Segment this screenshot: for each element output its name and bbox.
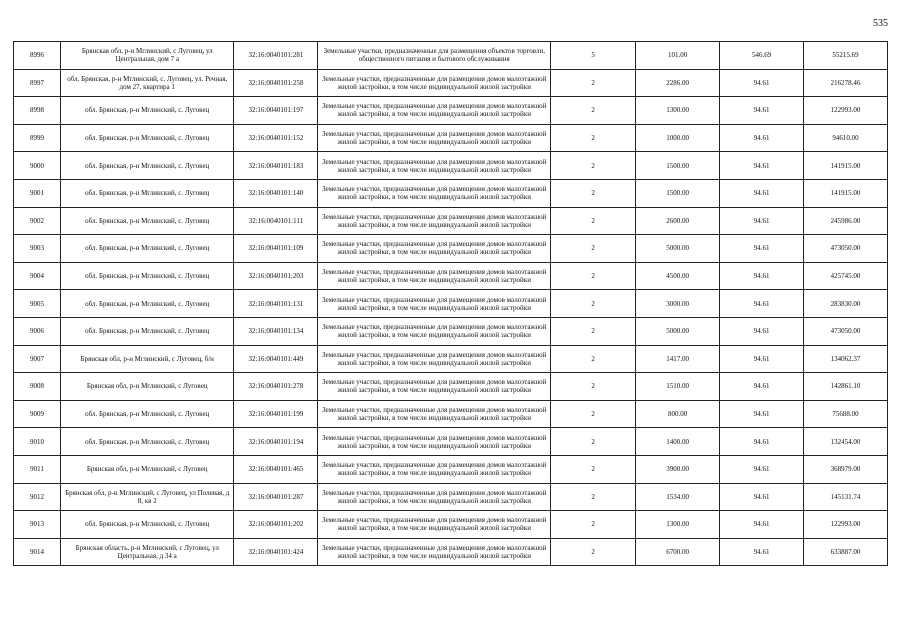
land-use-cell: Земельные участки, предназначенные для размещения домов малоэтажной жилой застройки, в том числе индивидуальной жилой застройки bbox=[318, 317, 551, 345]
specific-value-cell: 94.61 bbox=[720, 511, 804, 539]
table-row bbox=[14, 262, 888, 290]
address-cell: Брянская область, р-н Мглинский, с Луговец, ул Центральная, д 34 а bbox=[61, 538, 234, 566]
cadastral-number-cell: 32:16:0040101:194 bbox=[234, 428, 318, 456]
cadastral-value-cell: 75688.00 bbox=[804, 400, 888, 428]
address-cell: обл. Брянская, р-н Мглинский, с. Луговец bbox=[61, 428, 234, 456]
specific-value-cell: 94.61 bbox=[720, 207, 804, 235]
land-use-cell: Земельные участки, предназначенные для размещения домов малоэтажной жилой застройки, в том числе индивидуальной жилой застройки bbox=[318, 235, 551, 263]
land-use-cell: Земельные участки, предназначенные для размещения объектов торговли, общественного питания и бытового обслуживания bbox=[318, 42, 551, 70]
cadastral-value-cell: 122993.00 bbox=[804, 97, 888, 125]
specific-value-cell: 94.61 bbox=[720, 428, 804, 456]
category-cell: 2 bbox=[551, 152, 636, 180]
area-cell: 1400.00 bbox=[636, 428, 720, 456]
cadastral-value-cell: 473050.00 bbox=[804, 317, 888, 345]
cadastral-value-cell: 283830.00 bbox=[804, 290, 888, 318]
land-use-cell: Земельные участки, предназначенные для размещения домов малоэтажной жилой застройки, в том числе индивидуальной жилой застройки bbox=[318, 290, 551, 318]
category-cell: 2 bbox=[551, 400, 636, 428]
address-cell: обл. Брянская, р-н Мглинский, с. Луговец bbox=[61, 152, 234, 180]
area-cell: 1300.00 bbox=[636, 511, 720, 539]
land-use-cell: Земельные участки, предназначенные для размещения домов малоэтажной жилой застройки, в том числе индивидуальной жилой застройки bbox=[318, 179, 551, 207]
address-cell: Брянская обл, р-н Мглинский, с Луговец bbox=[61, 373, 234, 401]
land-use-cell: Земельные участки, предназначенные для размещения домов малоэтажной жилой застройки, в том числе индивидуальной жилой застройки bbox=[318, 345, 551, 373]
table-row bbox=[14, 207, 888, 235]
cadastral-number-cell: 32:16:0040101:278 bbox=[234, 373, 318, 401]
land-use-cell: Земельные участки, предназначенные для размещения домов малоэтажной жилой застройки, в том числе индивидуальной жилой застройки bbox=[318, 511, 551, 539]
page-number: 535 bbox=[873, 18, 888, 29]
cadastral-value-cell: 368979.00 bbox=[804, 455, 888, 483]
row-number: 9014 bbox=[14, 538, 61, 566]
category-cell: 5 bbox=[551, 42, 636, 70]
category-cell: 2 bbox=[551, 290, 636, 318]
table-row bbox=[14, 152, 888, 180]
row-number: 8998 bbox=[14, 97, 61, 125]
cadastral-value-cell: 55215.69 bbox=[804, 42, 888, 70]
cadastral-value-cell: 216278.46 bbox=[804, 69, 888, 97]
specific-value-cell: 94.61 bbox=[720, 317, 804, 345]
cadastral-value-cell: 122993.00 bbox=[804, 511, 888, 539]
cadastral-number-cell: 32:16:0040101:281 bbox=[234, 42, 318, 70]
cadastral-number-cell: 32:16:0040101:287 bbox=[234, 483, 318, 511]
specific-value-cell: 94.61 bbox=[720, 400, 804, 428]
table-row bbox=[14, 235, 888, 263]
specific-value-cell: 94.61 bbox=[720, 235, 804, 263]
address-cell: обл. Брянская, р-н Мглинский, с. Луговец, ул. Речная, дом 27, квартира 1 bbox=[61, 69, 234, 97]
row-number: 9008 bbox=[14, 373, 61, 401]
table-row bbox=[14, 538, 888, 566]
specific-value-cell: 94.61 bbox=[720, 345, 804, 373]
address-cell: обл. Брянская, р-н Мглинский, с. Луговец bbox=[61, 179, 234, 207]
cadastral-value-cell: 145131.74 bbox=[804, 483, 888, 511]
cadastral-number-cell: 32:16:0040101:109 bbox=[234, 235, 318, 263]
row-number: 9005 bbox=[14, 290, 61, 318]
table-row bbox=[14, 97, 888, 125]
area-cell: 6700.00 bbox=[636, 538, 720, 566]
category-cell: 2 bbox=[551, 69, 636, 97]
specific-value-cell: 94.61 bbox=[720, 69, 804, 97]
table-row bbox=[14, 428, 888, 456]
area-cell: 1510.00 bbox=[636, 373, 720, 401]
address-cell: обл. Брянская, р-н Мглинский, с. Луговец bbox=[61, 400, 234, 428]
table-row bbox=[14, 179, 888, 207]
cadastral-number-cell: 32:16:0040101:202 bbox=[234, 511, 318, 539]
category-cell: 2 bbox=[551, 483, 636, 511]
area-cell: 4500.00 bbox=[636, 262, 720, 290]
address-cell: Брянская обл, р-н Мглинский, с Луговец, ул Центральная, дом 7 а bbox=[61, 42, 234, 70]
row-number: 8996 bbox=[14, 42, 61, 70]
area-cell: 1500.00 bbox=[636, 152, 720, 180]
land-use-cell: Земельные участки, предназначенные для размещения домов малоэтажной жилой застройки, в том числе индивидуальной жилой застройки bbox=[318, 538, 551, 566]
row-number: 9000 bbox=[14, 152, 61, 180]
table-row bbox=[14, 124, 888, 152]
cadastral-value-cell: 633887.00 bbox=[804, 538, 888, 566]
land-use-cell: Земельные участки, предназначенные для размещения домов малоэтажной жилой застройки, в том числе индивидуальной жилой застройки bbox=[318, 428, 551, 456]
address-cell: обл. Брянская, р-н Мглинский, с. Луговец bbox=[61, 124, 234, 152]
address-cell: Брянская обл, р-н Мглинский, с Луговец, ул Полевая, д 8, кв 2 bbox=[61, 483, 234, 511]
category-cell: 2 bbox=[551, 538, 636, 566]
category-cell: 2 bbox=[551, 373, 636, 401]
cadastral-value-cell: 245986.00 bbox=[804, 207, 888, 235]
category-cell: 2 bbox=[551, 97, 636, 125]
row-number: 8997 bbox=[14, 69, 61, 97]
specific-value-cell: 94.61 bbox=[720, 97, 804, 125]
area-cell: 101.00 bbox=[636, 42, 720, 70]
area-cell: 1300.00 bbox=[636, 97, 720, 125]
area-cell: 2286.00 bbox=[636, 69, 720, 97]
cadastral-number-cell: 32:16:0040101:465 bbox=[234, 455, 318, 483]
row-number: 8999 bbox=[14, 124, 61, 152]
cadastral-number-cell: 32:16:0040101:203 bbox=[234, 262, 318, 290]
address-cell: Брянская обл, р-н Мглинский, с Луговец, б/н bbox=[61, 345, 234, 373]
table-row bbox=[14, 69, 888, 97]
address-cell: Брянская обл, р-н Мглинский, с Луговец bbox=[61, 455, 234, 483]
table-row bbox=[14, 317, 888, 345]
cadastral-value-cell: 134062.37 bbox=[804, 345, 888, 373]
specific-value-cell: 94.61 bbox=[720, 483, 804, 511]
area-cell: 2600.00 bbox=[636, 207, 720, 235]
land-use-cell: Земельные участки, предназначенные для размещения домов малоэтажной жилой застройки, в том числе индивидуальной жилой застройки bbox=[318, 400, 551, 428]
cadastral-number-cell: 32:16:0040101:258 bbox=[234, 69, 318, 97]
address-cell: обл. Брянская, р-н Мглинский, с. Луговец bbox=[61, 207, 234, 235]
area-cell: 1000.00 bbox=[636, 124, 720, 152]
category-cell: 2 bbox=[551, 511, 636, 539]
cadastral-value-cell: 141915.00 bbox=[804, 152, 888, 180]
land-use-cell: Земельные участки, предназначенные для размещения домов малоэтажной жилой застройки, в том числе индивидуальной жилой застройки bbox=[318, 124, 551, 152]
area-cell: 1534.00 bbox=[636, 483, 720, 511]
area-cell: 1500.00 bbox=[636, 179, 720, 207]
cadastral-number-cell: 32:16:0040101:183 bbox=[234, 152, 318, 180]
category-cell: 2 bbox=[551, 207, 636, 235]
address-cell: обл. Брянская, р-н Мглинский, с. Луговец bbox=[61, 97, 234, 125]
cadastral-value-cell: 132454.00 bbox=[804, 428, 888, 456]
category-cell: 2 bbox=[551, 455, 636, 483]
category-cell: 2 bbox=[551, 428, 636, 456]
row-number: 9002 bbox=[14, 207, 61, 235]
cadastral-number-cell: 32:16:0040101:197 bbox=[234, 97, 318, 125]
table-row bbox=[14, 290, 888, 318]
specific-value-cell: 546.69 bbox=[720, 42, 804, 70]
land-use-cell: Земельные участки, предназначенные для размещения домов малоэтажной жилой застройки, в том числе индивидуальной жилой застройки bbox=[318, 483, 551, 511]
registry-table-body bbox=[14, 42, 888, 566]
table-row bbox=[14, 42, 888, 70]
land-use-cell: Земельные участки, предназначенные для размещения домов малоэтажной жилой застройки, в том числе индивидуальной жилой застройки bbox=[318, 373, 551, 401]
address-cell: обл. Брянская, р-н Мглинский, с. Луговец bbox=[61, 317, 234, 345]
cadastral-number-cell: 32:16:0040101:140 bbox=[234, 179, 318, 207]
land-registry-table bbox=[13, 41, 888, 566]
cadastral-value-cell: 473050.00 bbox=[804, 235, 888, 263]
row-number: 9013 bbox=[14, 511, 61, 539]
table-row bbox=[14, 511, 888, 539]
row-number: 9006 bbox=[14, 317, 61, 345]
category-cell: 2 bbox=[551, 317, 636, 345]
category-cell: 2 bbox=[551, 235, 636, 263]
land-use-cell: Земельные участки, предназначенные для размещения домов малоэтажной жилой застройки, в том числе индивидуальной жилой застройки bbox=[318, 152, 551, 180]
area-cell: 5000.00 bbox=[636, 317, 720, 345]
specific-value-cell: 94.61 bbox=[720, 373, 804, 401]
cadastral-number-cell: 32:16:0040101:199 bbox=[234, 400, 318, 428]
row-number: 9010 bbox=[14, 428, 61, 456]
cadastral-number-cell: 32:16:0040101:449 bbox=[234, 345, 318, 373]
cadastral-number-cell: 32:16:0040101:111 bbox=[234, 207, 318, 235]
specific-value-cell: 94.61 bbox=[720, 262, 804, 290]
cadastral-value-cell: 94610.00 bbox=[804, 124, 888, 152]
land-use-cell: Земельные участки, предназначенные для размещения домов малоэтажной жилой застройки, в том числе индивидуальной жилой застройки bbox=[318, 455, 551, 483]
row-number: 9009 bbox=[14, 400, 61, 428]
row-number: 9001 bbox=[14, 179, 61, 207]
area-cell: 5000.00 bbox=[636, 235, 720, 263]
area-cell: 1417.00 bbox=[636, 345, 720, 373]
cadastral-number-cell: 32:16:0040101:131 bbox=[234, 290, 318, 318]
row-number: 9003 bbox=[14, 235, 61, 263]
table-row bbox=[14, 345, 888, 373]
specific-value-cell: 94.61 bbox=[720, 152, 804, 180]
specific-value-cell: 94.61 bbox=[720, 538, 804, 566]
address-cell: обл. Брянская, р-н Мглинский, с. Луговец bbox=[61, 511, 234, 539]
table-row bbox=[14, 455, 888, 483]
category-cell: 2 bbox=[551, 345, 636, 373]
area-cell: 3000.00 bbox=[636, 290, 720, 318]
address-cell: обл. Брянская, р-н Мглинский, с. Луговец bbox=[61, 235, 234, 263]
table-row bbox=[14, 373, 888, 401]
row-number: 9012 bbox=[14, 483, 61, 511]
row-number: 9011 bbox=[14, 455, 61, 483]
specific-value-cell: 94.61 bbox=[720, 290, 804, 318]
cadastral-number-cell: 32:16:0040101:424 bbox=[234, 538, 318, 566]
category-cell: 2 bbox=[551, 179, 636, 207]
table-row bbox=[14, 483, 888, 511]
land-use-cell: Земельные участки, предназначенные для размещения домов малоэтажной жилой застройки, в том числе индивидуальной жилой застройки bbox=[318, 97, 551, 125]
cadastral-value-cell: 142861.10 bbox=[804, 373, 888, 401]
land-use-cell: Земельные участки, предназначенные для размещения домов малоэтажной жилой застройки, в том числе индивидуальной жилой застройки bbox=[318, 207, 551, 235]
cadastral-value-cell: 141915.00 bbox=[804, 179, 888, 207]
address-cell: обл. Брянская, р-н Мглинский, с. Луговец bbox=[61, 262, 234, 290]
land-use-cell: Земельные участки, предназначенные для размещения домов малоэтажной жилой застройки, в том числе индивидуальной жилой застройки bbox=[318, 262, 551, 290]
row-number: 9007 bbox=[14, 345, 61, 373]
row-number: 9004 bbox=[14, 262, 61, 290]
area-cell: 3900.00 bbox=[636, 455, 720, 483]
area-cell: 800.00 bbox=[636, 400, 720, 428]
specific-value-cell: 94.61 bbox=[720, 455, 804, 483]
cadastral-value-cell: 425745.00 bbox=[804, 262, 888, 290]
category-cell: 2 bbox=[551, 262, 636, 290]
specific-value-cell: 94.61 bbox=[720, 124, 804, 152]
category-cell: 2 bbox=[551, 124, 636, 152]
cadastral-number-cell: 32:16:0040101:152 bbox=[234, 124, 318, 152]
address-cell: обл. Брянская, р-н Мглинский, с. Луговец bbox=[61, 290, 234, 318]
table-row bbox=[14, 400, 888, 428]
land-use-cell: Земельные участки, предназначенные для размещения домов малоэтажной жилой застройки, в том числе индивидуальной жилой застройки bbox=[318, 69, 551, 97]
specific-value-cell: 94.61 bbox=[720, 179, 804, 207]
cadastral-number-cell: 32:16:0040101:134 bbox=[234, 317, 318, 345]
